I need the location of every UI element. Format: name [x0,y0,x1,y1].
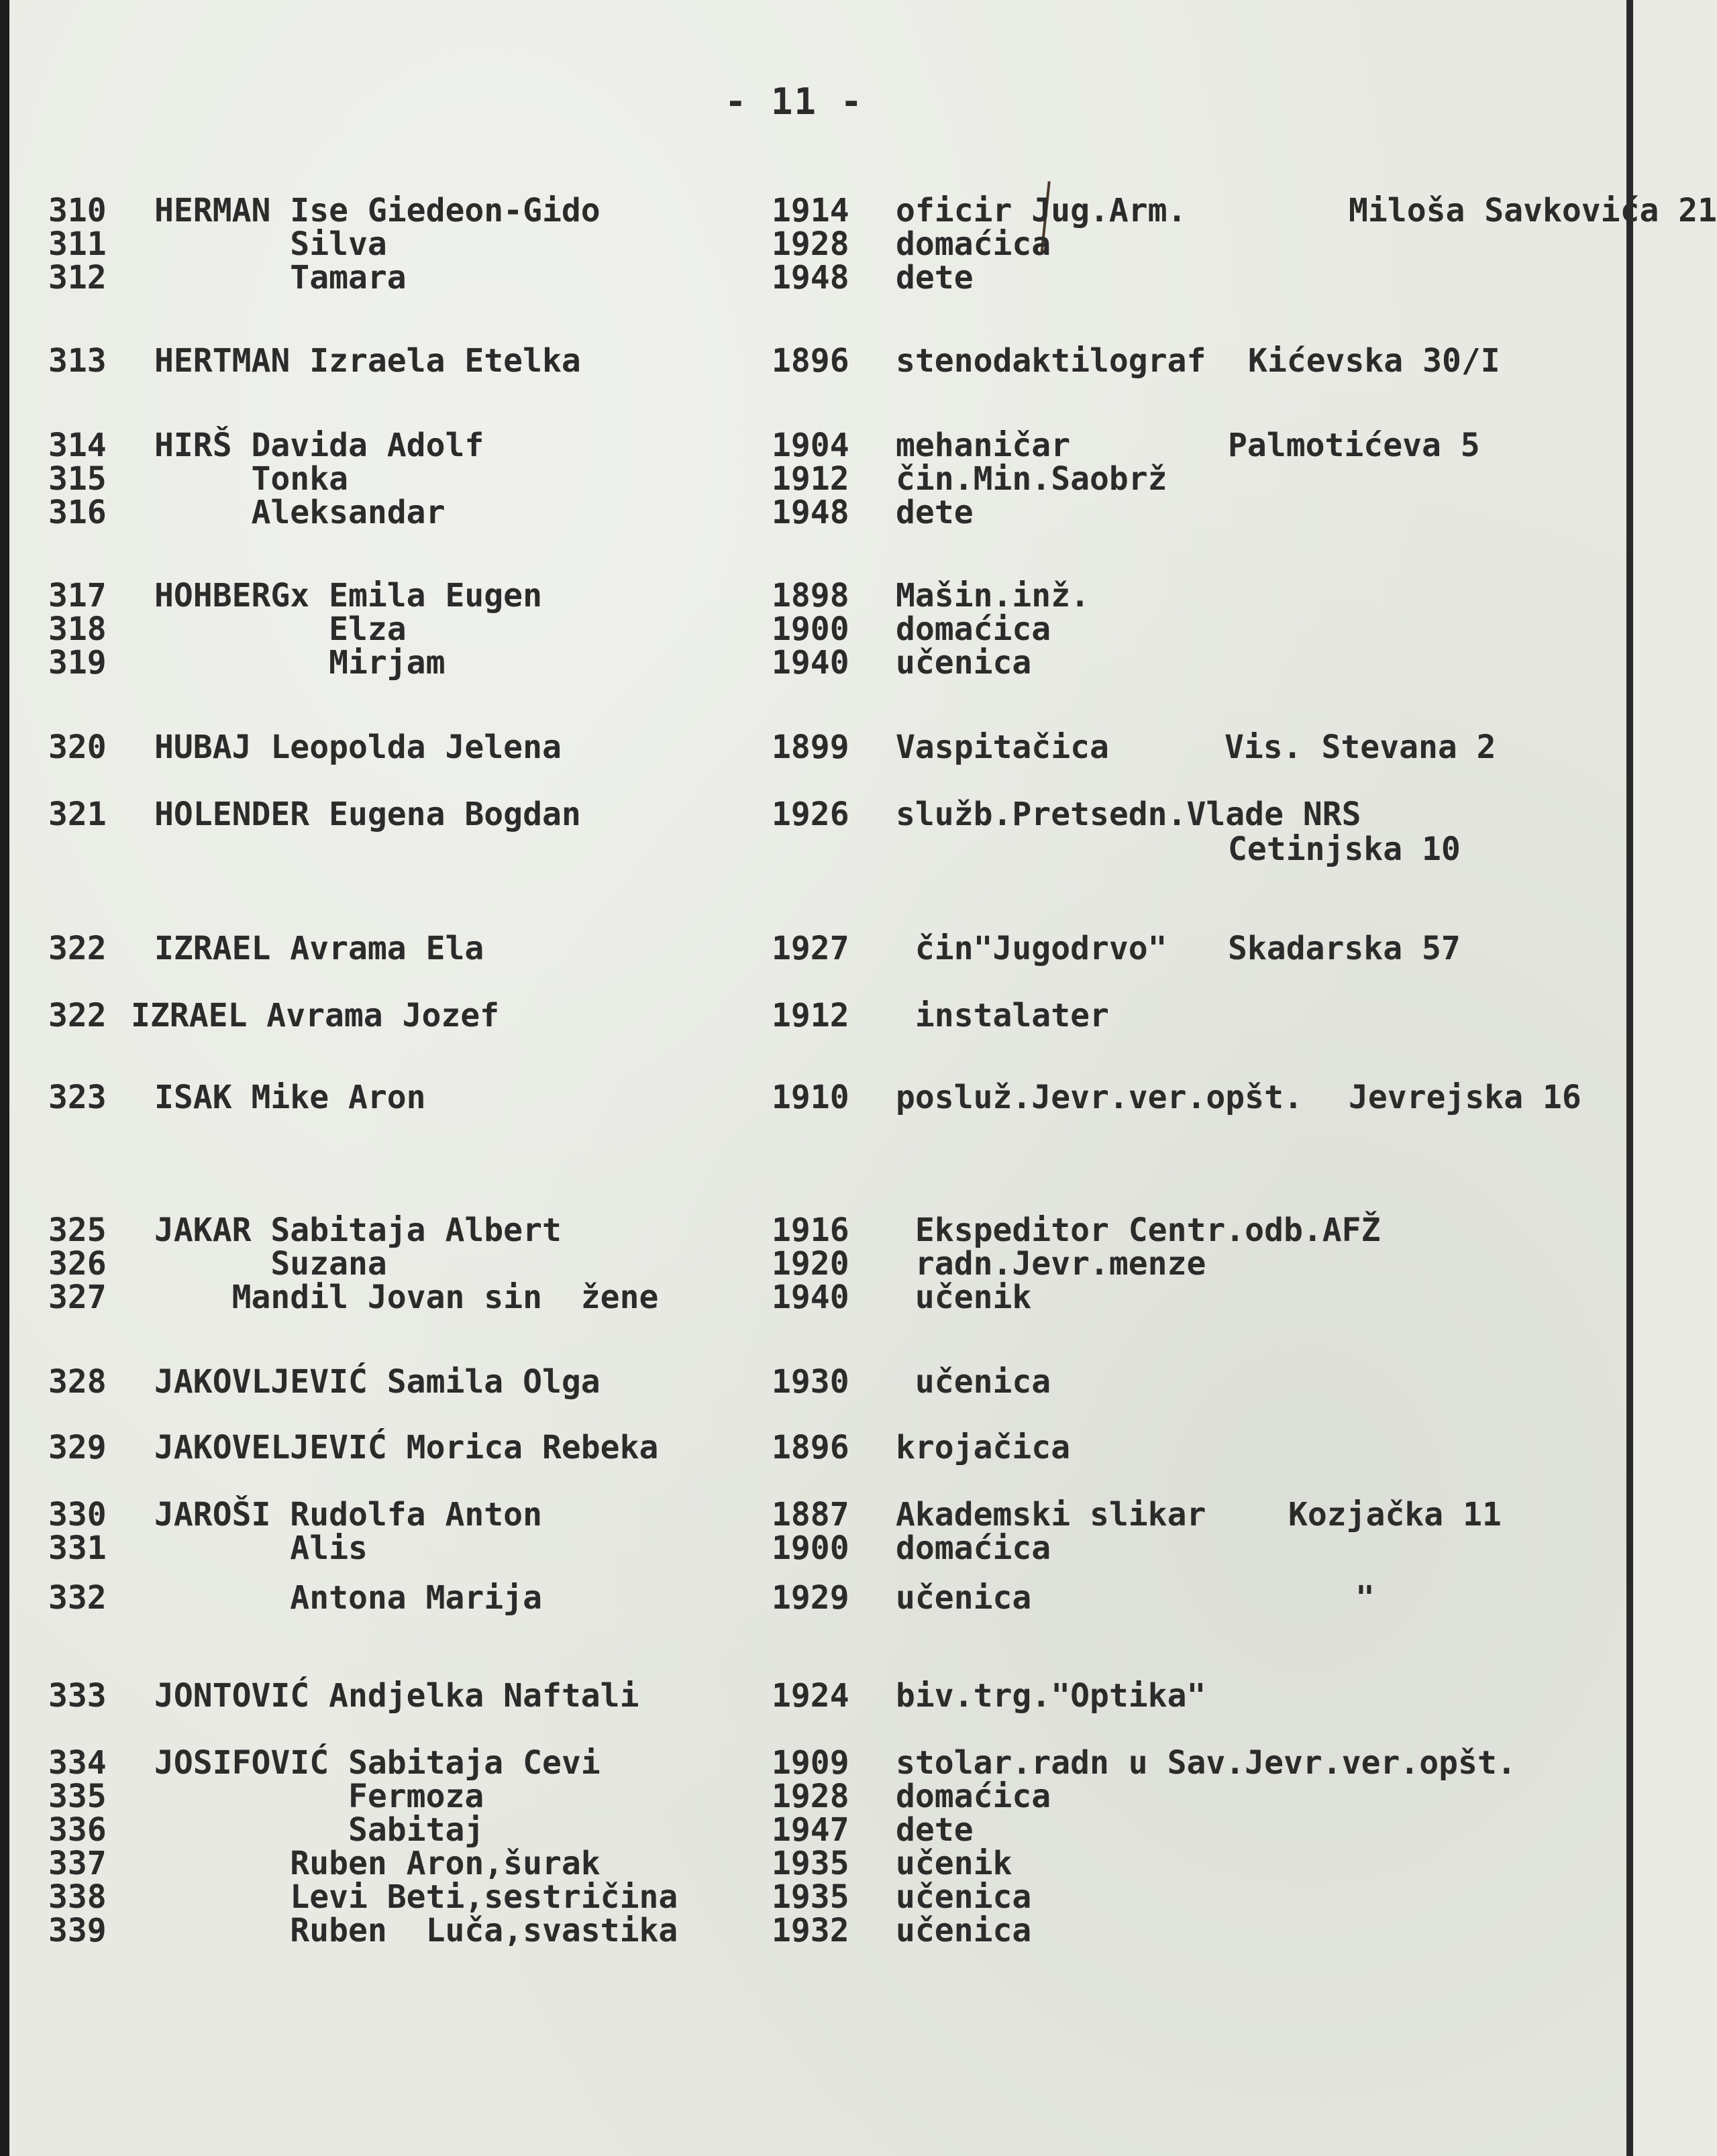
entry-occupation: čin"Jugodrvo" [896,930,1167,967]
entry-address: Miloša Savkovića 21 [1349,192,1717,229]
entry-occupation: čin.Min.Saobrž [896,460,1167,498]
entry-occupation: učenik [896,1845,1012,1882]
entry-address: Vis. Stevana 2 [1225,729,1496,766]
entry-name: JOSIFOVIĆ Sabitaja Cevi [154,1744,601,1782]
entry-year: 1928 [772,1778,849,1815]
list-row [0,1778,1051,1815]
entry-address: Skadarska 57 [1228,930,1461,967]
list-row [0,1279,1032,1316]
entry-name: JAKOVLJEVIĆ Samila Olga [154,1363,601,1401]
entry-year: 1896 [772,342,849,380]
entry-number: 332 [48,1579,107,1617]
entry-number: 330 [48,1496,107,1533]
entry-occupation: dete [896,494,974,531]
entry-year: 1947 [772,1811,849,1849]
entry-occupation: Mašin.inž. [896,577,1090,614]
list-row [0,830,1461,868]
entry-year: 1948 [772,494,849,531]
entry-year: 1898 [772,577,849,614]
list-row [0,1811,974,1849]
entry-address: Jevrejska 16 [1349,1079,1581,1116]
entry-year: 1920 [772,1245,849,1283]
entry-year: 1909 [772,1744,849,1782]
entry-occupation: Ekspeditor Centr.odb.AFŽ [896,1211,1381,1249]
entry-year: 1930 [772,1363,849,1401]
entry-occupation: mehaničar [896,427,1071,464]
entry-occupation: dete [896,259,974,297]
entry-occupation: domaćica [896,610,1051,648]
entry-number: 321 [48,796,107,833]
entry-occupation: domaćica [896,1529,1051,1567]
entry-occupation: učenica [896,1912,1032,1949]
entry-year: 1924 [772,1677,849,1715]
list-row [0,930,1461,967]
entry-year: 1916 [772,1211,849,1249]
list-row [0,1677,1206,1715]
entry-address: Kozjačka 11 [1288,1496,1502,1533]
entry-year: 1887 [772,1496,849,1533]
entry-occupation: biv.trg."Optika" [896,1677,1206,1715]
entry-year: 1912 [772,997,849,1034]
entry-address: Cetinjska 10 [1228,830,1461,868]
entry-occupation: učenica [896,1363,1051,1401]
entry-number: 316 [48,494,107,531]
entry-year: 1910 [772,1079,849,1116]
list-row [0,1744,1516,1782]
entry-number: 315 [48,460,107,498]
entry-year: 1899 [772,729,849,766]
scan-edge-right [1626,0,1633,2156]
list-row [0,1079,1581,1116]
entry-number: 323 [48,1079,107,1116]
entry-name: JAKOVELJEVIĆ Morica Rebeka [154,1429,659,1466]
list-row [0,1211,1381,1249]
entry-occupation: krojačica [896,1429,1071,1466]
list-row [0,225,1051,263]
list-row [0,1245,1206,1283]
entry-name: Elza [154,610,407,648]
entry-occupation: stolar.radn u Sav.Jevr.ver.opšt. [896,1744,1516,1782]
entry-name: Silva [154,225,387,263]
entry-number: 325 [48,1211,107,1249]
entry-year: 1940 [772,1279,849,1316]
entry-number: 337 [48,1845,107,1882]
entry-number: 310 [48,192,107,229]
page-number: - 11 - [725,80,864,123]
entry-occupation: učenica [896,1878,1032,1916]
entry-number: 326 [48,1245,107,1283]
list-row [0,1363,1051,1401]
entry-name: Mandil Jovan sin žene [154,1279,659,1316]
entry-number: 329 [48,1429,107,1466]
entry-occupation: instalater [896,997,1109,1034]
list-row [0,1845,1012,1882]
entry-number: 320 [48,729,107,766]
list-row [0,644,1032,682]
entry-name: HOHBERGx Emila Eugen [154,577,542,614]
list-row [0,796,1361,833]
list-row [0,1496,1502,1533]
entry-number: 331 [48,1529,107,1567]
entry-name: Ruben Aron,šurak [154,1845,601,1882]
entry-year: 1927 [772,930,849,967]
list-row [0,997,1109,1034]
entry-name: Tamara [154,259,407,297]
entry-number: 314 [48,427,107,464]
entry-name: HERMAN Ise Giedeon-Gido [154,192,601,229]
list-row [0,494,974,531]
entry-occupation: učenica [896,644,1032,682]
list-row [0,1878,1032,1916]
entry-name: Fermoza [154,1778,484,1815]
entry-occupation: stenodaktilograf [896,342,1206,380]
entry-name: IZRAEL Avrama Ela [154,930,484,967]
entry-number: 311 [48,225,107,263]
entry-name: JAROŠI Rudolfa Anton [154,1496,542,1533]
entry-name: IZRAEL Avrama Jozef [131,997,500,1034]
entry-occupation: učenik [896,1279,1032,1316]
entry-number: 338 [48,1878,107,1916]
list-row [0,342,1500,380]
entry-number: 318 [48,610,107,648]
entry-year: 1896 [772,1429,849,1466]
entry-year: 1914 [772,192,849,229]
entry-name: Ruben Luča,svastika [154,1912,678,1949]
entry-name: Sabitaj [154,1811,484,1849]
entry-name: Alis [154,1529,368,1567]
entry-occupation: posluž.Jevr.ver.opšt. [896,1079,1303,1116]
entry-occupation: učenica [896,1579,1032,1617]
entry-number: 327 [48,1279,107,1316]
entry-year: 1928 [772,225,849,263]
entry-year: 1929 [772,1579,849,1617]
list-row [0,192,1717,229]
entry-number: 328 [48,1363,107,1401]
list-row [0,259,974,297]
entry-number: 319 [48,644,107,682]
entry-name: HERTMAN Izraela Etelka [154,342,581,380]
entry-occupation: Vaspitačica [896,729,1109,766]
entry-name: HIRŠ Davida Adolf [154,427,484,464]
entry-year: 1935 [772,1878,849,1916]
list-row [0,1429,1071,1466]
entry-number: 336 [48,1811,107,1849]
entry-number: 317 [48,577,107,614]
entry-name: Antona Marija [154,1579,542,1617]
entry-name: HOLENDER Eugena Bogdan [154,796,581,833]
entry-address: " [1355,1579,1375,1617]
entry-number: 322 [48,997,107,1034]
entry-year: 1940 [772,644,849,682]
entry-year: 1926 [772,796,849,833]
entry-name: JONTOVIĆ Andjelka Naftali [154,1677,639,1715]
entry-number: 333 [48,1677,107,1715]
entry-year: 1932 [772,1912,849,1949]
entry-occupation: služb.Pretsedn.Vlade NRS [896,796,1361,833]
entry-occupation: oficir Jug.Arm. [896,192,1187,229]
entry-name: Aleksandar [154,494,446,531]
entry-number: 339 [48,1912,107,1949]
entry-number: 312 [48,259,107,297]
entry-occupation: domaćica [896,225,1051,263]
list-row [0,1529,1051,1567]
entry-name: HUBAJ Leopolda Jelena [154,729,562,766]
entry-year: 1900 [772,1529,849,1567]
entry-name: Suzana [154,1245,387,1283]
entry-occupation: dete [896,1811,974,1849]
entry-year: 1912 [772,460,849,498]
entry-year: 1935 [772,1845,849,1882]
entry-occupation: Akademski slikar [896,1496,1206,1533]
entry-name: Levi Beti,sestričina [154,1878,678,1916]
list-row [0,427,1480,464]
list-row [0,610,1051,648]
entry-occupation: domaćica [896,1778,1051,1815]
entry-number: 335 [48,1778,107,1815]
list-row [0,1579,1375,1617]
entry-year: 1948 [772,259,849,297]
entry-name: Tonka [154,460,348,498]
list-row [0,1912,1032,1949]
list-row [0,577,1090,614]
entry-name: ISAK Mike Aron [154,1079,426,1116]
entry-occupation: radn.Jevr.menze [896,1245,1206,1283]
list-row [0,729,1496,766]
entry-year: 1904 [772,427,849,464]
entry-address: Kićevska 30/I [1248,342,1500,380]
list-row [0,460,1167,498]
entry-number: 334 [48,1744,107,1782]
entry-name: Mirjam [154,644,446,682]
entry-address: Palmotićeva 5 [1228,427,1480,464]
entry-year: 1900 [772,610,849,648]
entry-number: 322 [48,930,107,967]
entry-number: 313 [48,342,107,380]
entry-name: JAKAR Sabitaja Albert [154,1211,562,1249]
